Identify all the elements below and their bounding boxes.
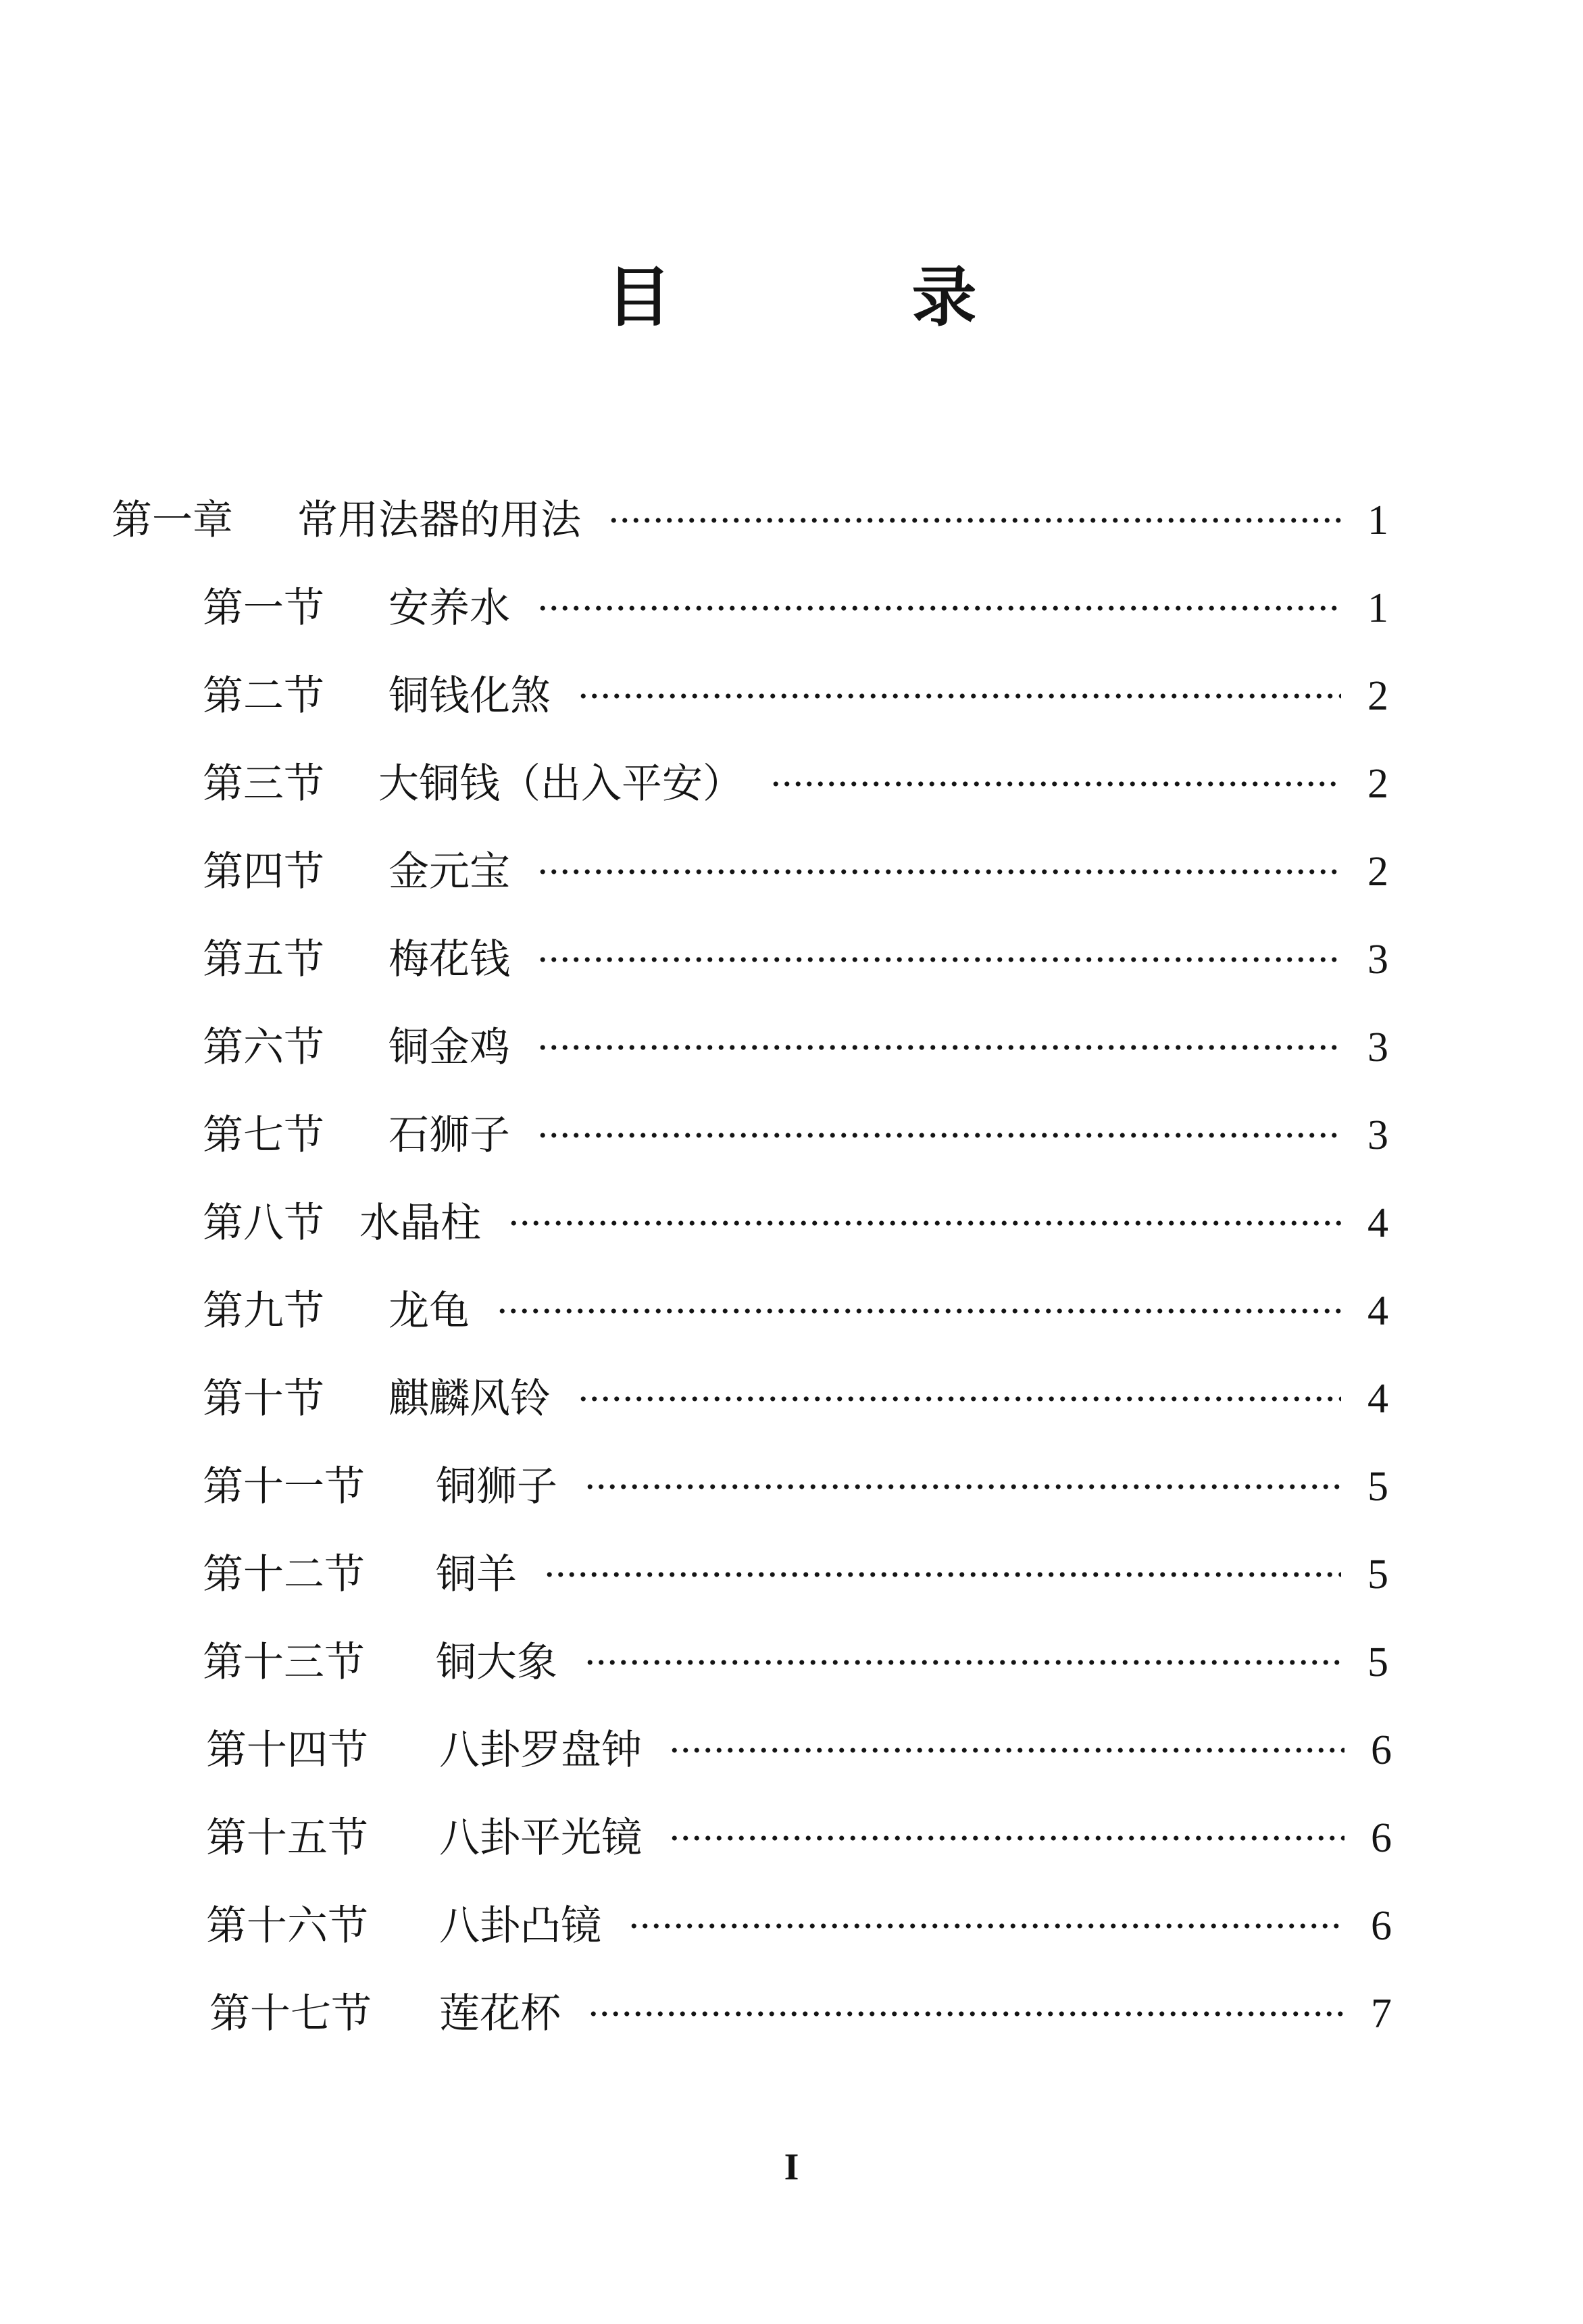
- page-number: 7: [1371, 1991, 1392, 2037]
- dot-leader: [537, 588, 1341, 628]
- dot-leader: [588, 1994, 1345, 2034]
- page-number: 4: [1367, 1376, 1388, 1422]
- toc-entry-section-6[interactable]: [203, 1010, 1388, 1085]
- page-number: 6: [1371, 1815, 1392, 1861]
- dot-leader: [628, 1906, 1345, 1946]
- entry-title: 八卦平光镜: [439, 1814, 642, 1862]
- section-number: 第三节: [203, 760, 324, 808]
- section-number: 第八节: [203, 1200, 324, 1247]
- dot-leader: [578, 676, 1341, 716]
- dot-leader: [537, 1115, 1341, 1156]
- section-number: 第十六节: [206, 1902, 368, 1950]
- dot-leader: [584, 1466, 1341, 1507]
- section-number: 第十一节: [203, 1463, 365, 1510]
- section-number: 第二节: [203, 672, 324, 720]
- dot-leader: [537, 1027, 1341, 1068]
- toc-entry-section-13[interactable]: [203, 1625, 1388, 1700]
- entry-title: 八卦罗盘钟: [439, 1727, 642, 1774]
- page-number: 2: [1367, 673, 1388, 719]
- entry-title: 水晶柱: [359, 1200, 481, 1247]
- page-number: 3: [1367, 937, 1388, 983]
- toc-entry-label: [203, 1108, 510, 1162]
- entry-title: 龙龟: [388, 1287, 470, 1335]
- page-number: 5: [1367, 1552, 1388, 1598]
- dot-leader: [537, 939, 1341, 980]
- page-number: 2: [1367, 849, 1388, 895]
- toc-entry-section-12[interactable]: [203, 1537, 1388, 1612]
- toc-entry-section-4[interactable]: [203, 835, 1388, 909]
- entry-title: 安养水: [388, 585, 510, 632]
- entry-title: 麒麟风铃: [388, 1375, 551, 1423]
- section-number: 第六节: [203, 1024, 324, 1071]
- toc-entry-label: [203, 1284, 470, 1338]
- toc-entry-section-3[interactable]: [203, 747, 1388, 821]
- entry-title: 莲花杯: [439, 1990, 561, 2037]
- page-title: 目 录: [606, 259, 1065, 335]
- toc-entry-section-11[interactable]: [203, 1450, 1388, 1524]
- toc-entry-section-2[interactable]: [203, 659, 1388, 733]
- toc-entry-section-15[interactable]: [206, 1801, 1392, 1875]
- toc-entry-section-10[interactable]: [203, 1362, 1388, 1436]
- section-number: 第一节: [203, 585, 324, 632]
- entry-title: 石狮子: [388, 1112, 510, 1159]
- toc-entry-label: [209, 1987, 561, 2041]
- entry-title: 梅花钱: [388, 936, 510, 983]
- toc-entry-label: [206, 1811, 642, 1865]
- dot-leader: [578, 1379, 1341, 1419]
- toc-entry-label: [203, 669, 551, 723]
- dot-leader: [537, 851, 1341, 892]
- toc-entry-label: [203, 1635, 557, 1689]
- section-number: 第十三节: [203, 1639, 365, 1686]
- section-number: 第九节: [203, 1287, 324, 1335]
- dot-leader: [508, 1203, 1341, 1243]
- page-number: 3: [1367, 1024, 1388, 1070]
- entry-title: 铜狮子: [436, 1463, 557, 1510]
- toc-entry-section-8[interactable]: [203, 1186, 1388, 1260]
- dot-leader: [544, 1554, 1341, 1595]
- page-number: 4: [1367, 1200, 1388, 1246]
- toc-entry-section-9[interactable]: [203, 1274, 1388, 1348]
- toc-entry-section-7[interactable]: [203, 1098, 1388, 1172]
- dot-leader: [770, 764, 1341, 804]
- toc-entry-label: [203, 581, 510, 635]
- toc-entry-label: [206, 1723, 642, 1777]
- page-number: 6: [1371, 1727, 1392, 1773]
- entry-title: 铜羊: [436, 1551, 517, 1598]
- toc-entry-label: [203, 1548, 517, 1602]
- dot-leader: [584, 1642, 1341, 1683]
- toc-entry-chapter-1[interactable]: [111, 483, 1388, 558]
- toc-entry-label: [203, 845, 510, 899]
- page-number: 5: [1367, 1639, 1388, 1685]
- page-number: 1: [1367, 497, 1388, 543]
- section-number: 第十二节: [203, 1551, 365, 1598]
- entry-title: 金元宝: [388, 848, 510, 895]
- toc-entry-label: [111, 493, 581, 547]
- section-number: 第十四节: [206, 1727, 368, 1774]
- page-number: 1: [1367, 585, 1388, 631]
- toc-entry-label: [203, 1196, 481, 1250]
- entry-title: 铜大象: [436, 1639, 557, 1686]
- toc-entry-section-5[interactable]: [203, 922, 1388, 997]
- dot-leader: [669, 1818, 1345, 1858]
- dot-leader: [669, 1730, 1345, 1771]
- chapter-number: 第一章: [111, 497, 233, 544]
- page-number: 4: [1367, 1288, 1388, 1334]
- toc-entry-section-14[interactable]: [206, 1713, 1392, 1787]
- entry-title: 大铜钱（出入平安）: [378, 760, 743, 808]
- toc-entry-section-16[interactable]: [206, 1889, 1392, 1963]
- page-number: 5: [1367, 1464, 1388, 1510]
- toc-entry-label: [206, 1899, 601, 1953]
- dot-leader: [497, 1291, 1341, 1331]
- section-number: 第十七节: [209, 1990, 372, 2037]
- entry-title: 常用法器的用法: [297, 497, 581, 544]
- toc-entry-label: [203, 1460, 557, 1514]
- toc-entry-label: [203, 757, 743, 811]
- section-number: 第七节: [203, 1112, 324, 1159]
- section-number: 第十节: [203, 1375, 324, 1423]
- page-folio: I: [784, 2146, 799, 2188]
- dot-leader: [608, 500, 1341, 541]
- page-number: 3: [1367, 1112, 1388, 1158]
- toc-entry-section-17[interactable]: [209, 1977, 1392, 2051]
- toc-entry-section-1[interactable]: [203, 571, 1388, 645]
- section-number: 第四节: [203, 848, 324, 895]
- page-number: 2: [1367, 761, 1388, 807]
- entry-title: 八卦凸镜: [439, 1902, 601, 1950]
- section-number: 第五节: [203, 936, 324, 983]
- entry-title: 铜钱化煞: [388, 672, 551, 720]
- entry-title: 铜金鸡: [388, 1024, 510, 1071]
- section-number: 第十五节: [206, 1814, 368, 1862]
- toc-entry-label: [203, 933, 510, 987]
- toc-entry-label: [203, 1020, 510, 1074]
- page-number: 6: [1371, 1903, 1392, 1949]
- toc-entry-label: [203, 1372, 551, 1426]
